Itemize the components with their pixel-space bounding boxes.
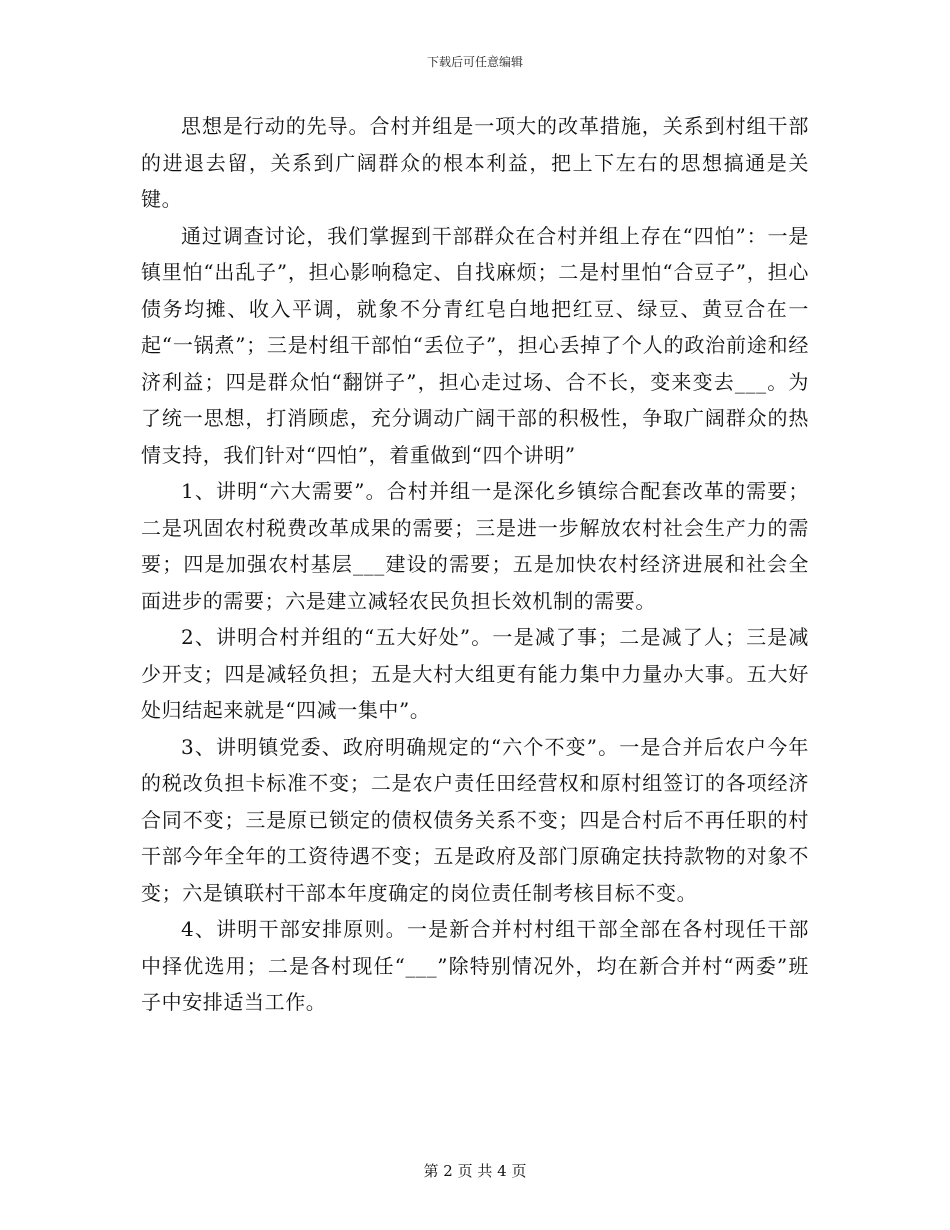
paragraph-6: 4、讲明干部安排原则。一是新合并村村组干部全部在各村现任干部中择优选用；二是各村现任“___”除特别情况外，均在新合并村“两委”班子中安排适当工作。 (141, 917, 809, 1014)
paragraph-1: 思想是行动的先导。合村并组是一项大的改革措施，关系到村组干部的进退去留，关系到广阔群众的根本利益，把上下左右的思想搞通是关键。 (141, 114, 809, 211)
paragraph-2: 通过调查讨论，我们掌握到干部群众在合村并组上存在“四怕”：一是镇里怕“出乱子”，担心影响稳定、自找麻烦；二是村里怕“合豆子”，担心债务均摊、收入平调，就象不分青红皂白地把红豆、绿豆、黄豆合在一起“一锅煮”；三是村组干部怕“丢位子”，担心丢掉了个人的政治前途和经济利益；四是群众怕“翻饼子”，担心走过场、合不长，变来变去___。为了统一思想，打消顾虑，充分调动广阔干部的积极性，争取广阔群众的热情支持，我们针对“四怕”，着重做到“四个讲明” (141, 223, 809, 467)
page-header-note: 下载后可任意编辑 (426, 55, 523, 69)
paragraph-5: 3、讲明镇党委、政府明确规定的“六个不变”。一是合并后农户今年的税改负担卡标准不变；二是农户责任田经营权和原村组签订的各项经济合同不变；三是原已锁定的债权债务关系不变；四是合村后不再任职的村干部今年全年的工资待遇不变；五是政府及部门原确定扶持款物的对象不变；六是镇联村干部本年度确定的岗位责任制考核目标不变。 (141, 734, 809, 905)
paragraph-4: 2、讲明合村并组的“五大好处”。一是减了事；二是减了人；三是减少开支；四是减轻负担；五是大村大组更有能力集中力量办大事。五大好处归结起来就是“四减一集中”。 (141, 625, 809, 722)
paragraph-3: 1、讲明“六大需要”。合村并组一是深化乡镇综合配套改革的需要；二是巩固农村税费改革成果的需要；三是进一步解放农村社会生产力的需要；四是加强农村基层___建设的需要；五是加快农村经济进展和社会全面进步的需要；六是建立减轻农民负担长效机制的需要。 (141, 479, 809, 613)
document-body (141, 108, 809, 1021)
page-number-footer: 第 2 页 共 4 页 (423, 1162, 527, 1180)
